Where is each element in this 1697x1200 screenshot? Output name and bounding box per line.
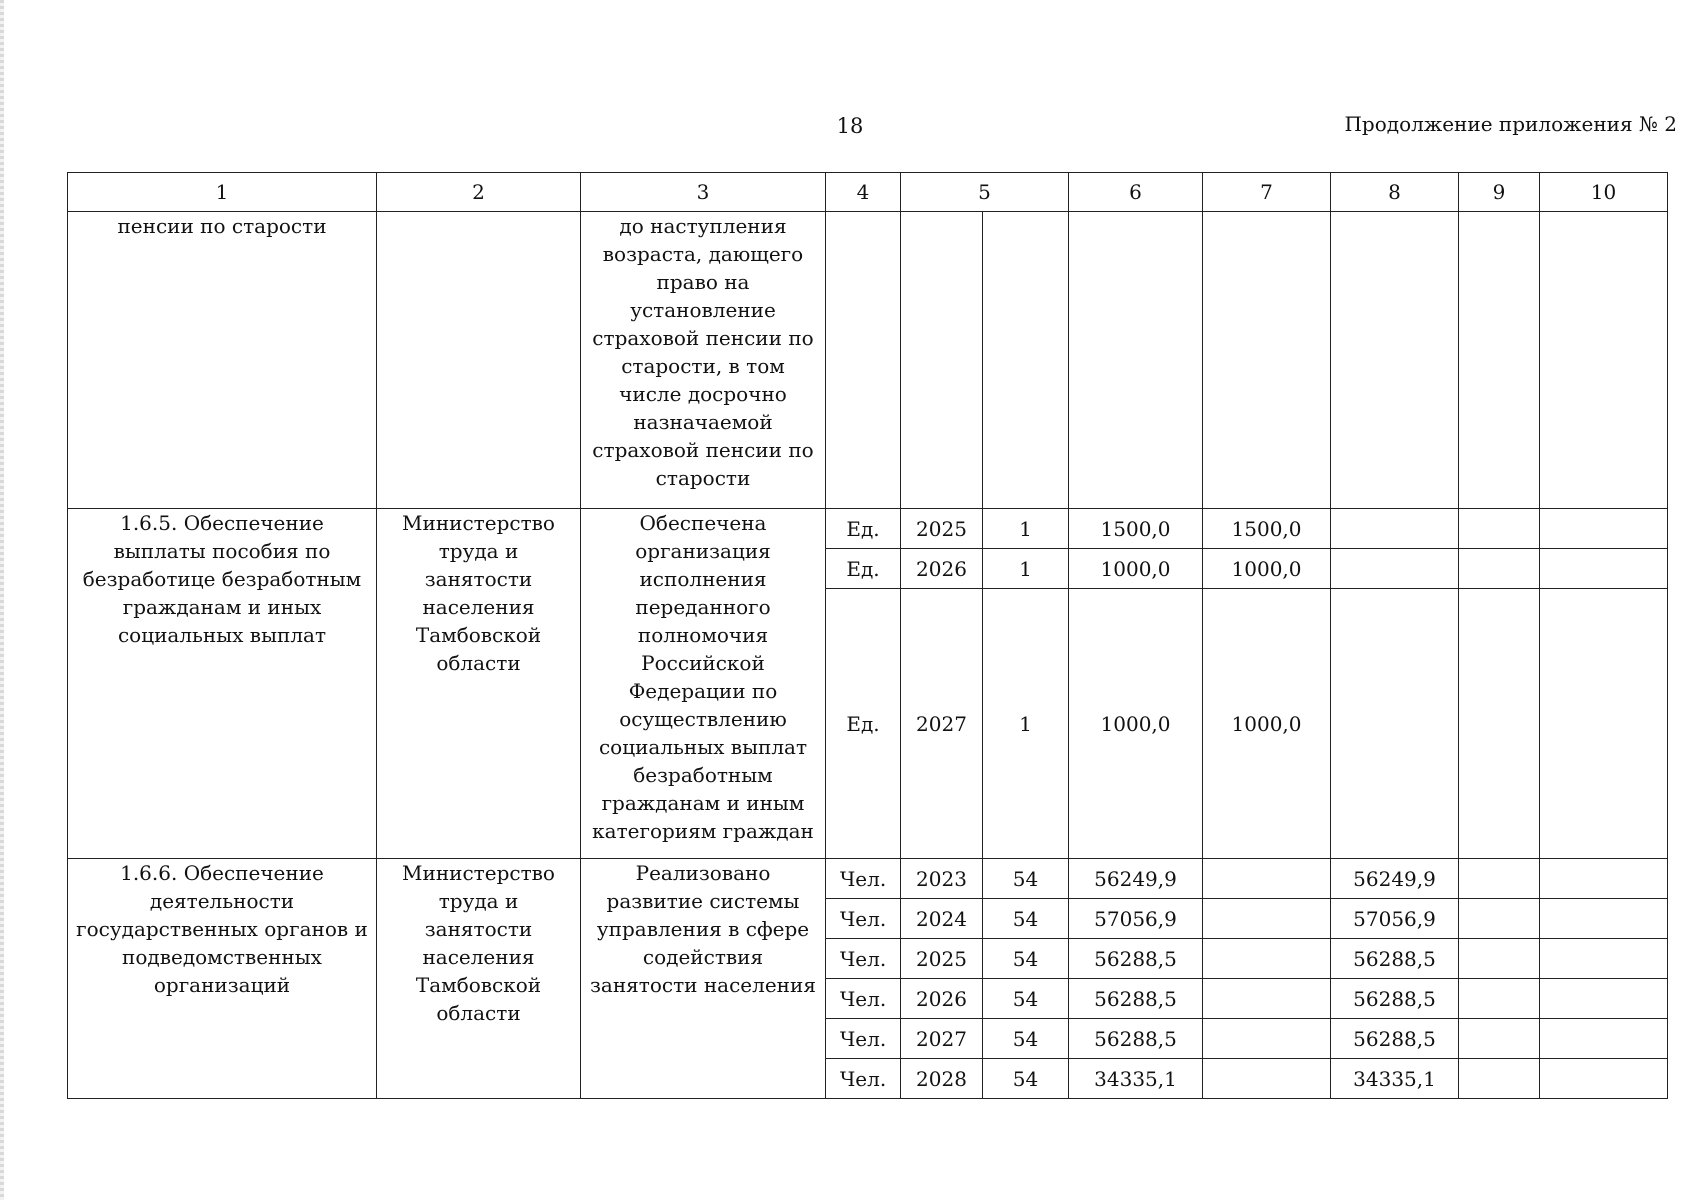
- table-cell: [1459, 212, 1540, 509]
- table-cell: [901, 212, 983, 509]
- table-cell: [1331, 212, 1459, 509]
- unit-cell: Чел.: [826, 859, 901, 899]
- col8-cell: 56288,5: [1331, 939, 1459, 979]
- scan-edge: [0, 0, 4, 1200]
- col8-cell: [1331, 549, 1459, 589]
- col6-cell: 56288,5: [1069, 1019, 1203, 1059]
- continuation-activity: пенсии по старости: [68, 212, 377, 509]
- col9-cell: [1459, 589, 1540, 859]
- responsible-body: Министерство труда и занятости населения Тамбовской области: [377, 859, 581, 1099]
- col9-cell: [1459, 939, 1540, 979]
- col9-cell: [1459, 509, 1540, 549]
- value-cell: 1: [983, 589, 1069, 859]
- col8-cell: 56288,5: [1331, 979, 1459, 1019]
- col6-cell: 56288,5: [1069, 939, 1203, 979]
- col6-cell: 56288,5: [1069, 979, 1203, 1019]
- year-cell: 2026: [901, 979, 983, 1019]
- col7-cell: [1203, 859, 1331, 899]
- value-cell: 54: [983, 1059, 1069, 1099]
- year-cell: 2028: [901, 1059, 983, 1099]
- table-cell: [826, 212, 901, 509]
- unit-cell: Ед.: [826, 509, 901, 549]
- col9-cell: [1459, 899, 1540, 939]
- unit-cell: Чел.: [826, 939, 901, 979]
- value-cell: 54: [983, 899, 1069, 939]
- col9-cell: [1459, 859, 1540, 899]
- value-cell: 54: [983, 979, 1069, 1019]
- col10-cell: [1540, 589, 1668, 859]
- col10-cell: [1540, 549, 1668, 589]
- col8-cell: [1331, 509, 1459, 549]
- col10-cell: [1540, 899, 1668, 939]
- col7-cell: [1203, 939, 1331, 979]
- col7-cell: 1000,0: [1203, 589, 1331, 859]
- col7-cell: [1203, 1059, 1331, 1099]
- col10-cell: [1540, 939, 1668, 979]
- col10-cell: [1540, 1019, 1668, 1059]
- col10-cell: [1540, 1059, 1668, 1099]
- col9-cell: [1459, 1019, 1540, 1059]
- col10-cell: [1540, 509, 1668, 549]
- table-cell: [1069, 212, 1203, 509]
- continuation-result: до наступления возраста, дающего право на установление страховой пенсии по старости, в том числе досрочно назначаемой страховой пенсии по старости: [581, 212, 826, 509]
- expected-result: Реализовано развитие системы управления в сфере содействия занятости населения: [581, 859, 826, 1099]
- column-header-9: 9: [1459, 173, 1540, 212]
- year-cell: 2027: [901, 589, 983, 859]
- col7-cell: [1203, 1019, 1331, 1059]
- continuation-row: [68, 212, 1668, 509]
- col8-cell: 56249,9: [1331, 859, 1459, 899]
- column-header-1: 1: [68, 173, 377, 212]
- expected-result: Обеспечена организация исполнения переданного полномочия Российской Федерации по осуществлению социальных выплат безработным гражданам и иным категориям граждан: [581, 509, 826, 859]
- unit-cell: Чел.: [826, 899, 901, 939]
- value-cell: 54: [983, 859, 1069, 899]
- unit-cell: Чел.: [826, 979, 901, 1019]
- col10-cell: [1540, 859, 1668, 899]
- column-header-7: 7: [1203, 173, 1331, 212]
- value-cell: 54: [983, 939, 1069, 979]
- unit-cell: Чел.: [826, 1059, 901, 1099]
- year-cell: 2025: [901, 509, 983, 549]
- table-cell: [1203, 212, 1331, 509]
- col6-cell: 56249,9: [1069, 859, 1203, 899]
- column-header-6: 6: [1069, 173, 1203, 212]
- col10-cell: [1540, 979, 1668, 1019]
- col9-cell: [1459, 1059, 1540, 1099]
- col6-cell: 1500,0: [1069, 509, 1203, 549]
- year-cell: 2025: [901, 939, 983, 979]
- activity-title: 1.6.5. Обеспечение выплаты пособия по безработице безработным гражданам и иных социальных выплат: [68, 509, 377, 859]
- table-cell: [377, 212, 581, 509]
- value-cell: 54: [983, 1019, 1069, 1059]
- column-header-5: 5: [901, 173, 1069, 212]
- unit-cell: Ед.: [826, 589, 901, 859]
- table-cell: [1540, 212, 1668, 509]
- table-cell: [983, 212, 1069, 509]
- table-row: [68, 859, 1668, 899]
- activity-title: 1.6.6. Обеспечение деятельности государственных органов и подведомственных организаций: [68, 859, 377, 1099]
- col6-cell: 1000,0: [1069, 589, 1203, 859]
- column-header-8: 8: [1331, 173, 1459, 212]
- year-cell: 2027: [901, 1019, 983, 1059]
- col6-cell: 57056,9: [1069, 899, 1203, 939]
- year-cell: 2023: [901, 859, 983, 899]
- col9-cell: [1459, 979, 1540, 1019]
- page-caption: Продолжение приложения № 2: [1344, 112, 1677, 136]
- year-cell: 2024: [901, 899, 983, 939]
- col7-cell: 1500,0: [1203, 509, 1331, 549]
- table-row: [68, 509, 1668, 549]
- col8-cell: 57056,9: [1331, 899, 1459, 939]
- header-row: [68, 173, 1668, 212]
- unit-cell: Ед.: [826, 549, 901, 589]
- col8-cell: 56288,5: [1331, 1019, 1459, 1059]
- value-cell: 1: [983, 509, 1069, 549]
- value-cell: 1: [983, 549, 1069, 589]
- year-cell: 2026: [901, 549, 983, 589]
- page-number: 18: [836, 114, 864, 138]
- col7-cell: 1000,0: [1203, 549, 1331, 589]
- column-header-2: 2: [377, 173, 581, 212]
- col7-cell: [1203, 979, 1331, 1019]
- col9-cell: [1459, 549, 1540, 589]
- program-table: [67, 172, 1668, 1099]
- unit-cell: Чел.: [826, 1019, 901, 1059]
- column-header-4: 4: [826, 173, 901, 212]
- col8-cell: [1331, 589, 1459, 859]
- col7-cell: [1203, 899, 1331, 939]
- col6-cell: 1000,0: [1069, 549, 1203, 589]
- column-header-3: 3: [581, 173, 826, 212]
- col8-cell: 34335,1: [1331, 1059, 1459, 1099]
- column-header-10: 10: [1540, 173, 1668, 212]
- responsible-body: Министерство труда и занятости населения Тамбовской области: [377, 509, 581, 859]
- col6-cell: 34335,1: [1069, 1059, 1203, 1099]
